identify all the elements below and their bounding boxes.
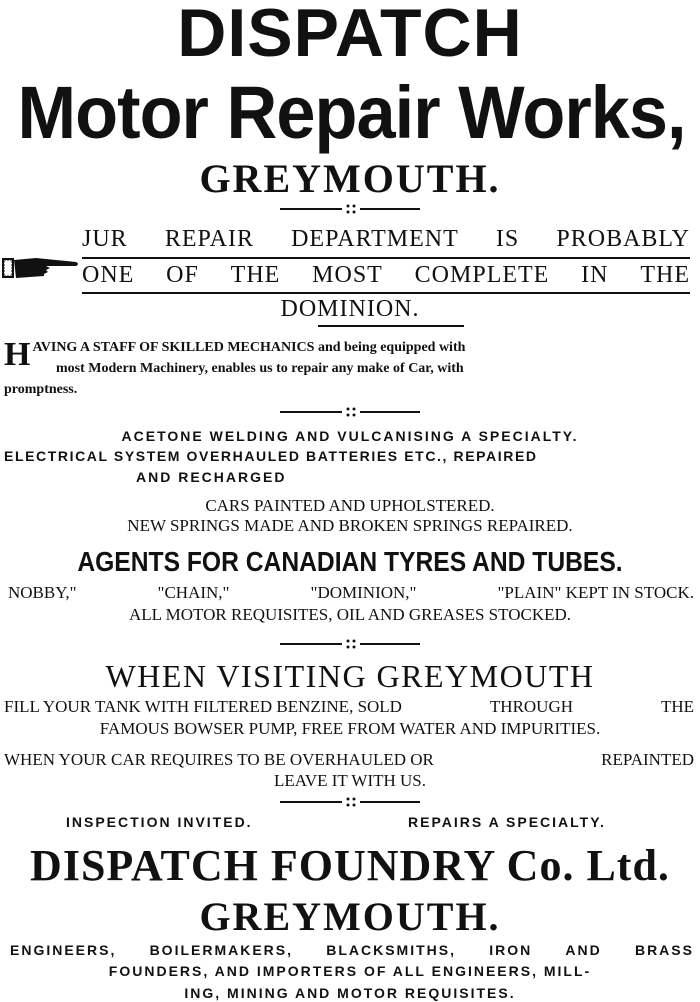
- colon-rule-ornament-icon: [280, 405, 420, 419]
- repair-line-3: DOMINION.: [280, 296, 420, 322]
- inspection-invited: INSPECTION INVITED.: [66, 814, 253, 830]
- repair-underline: [82, 292, 690, 294]
- service-springs: NEW SPRINGS MADE AND BROKEN SPRINGS REPAIRED.: [127, 516, 573, 535]
- repair-word: THE: [230, 262, 281, 288]
- engineers-word: BOILERMAKERS,: [149, 942, 294, 958]
- visiting-heading: WHEN VISITING GREYMOUTH: [105, 658, 595, 694]
- repair-word: IS: [495, 226, 520, 252]
- repair-word: REPAIR: [164, 226, 254, 252]
- location-heading: GREYMOUTH.: [199, 156, 501, 201]
- agents-heading: AGENTS FOR CANADIAN TYRES AND TUBES.: [77, 546, 623, 577]
- visiting-car: [4, 750, 694, 770]
- visiting-famous: FAMOUS BOWSER PUMP, FREE FROM WATER AND IMPURITIES.: [99, 719, 601, 738]
- repair-underline: [318, 325, 464, 327]
- founders-line: FOUNDERS, AND IMPORTERS OF ALL ENGINEERS, MILL-: [108, 963, 592, 979]
- visiting-leave: LEAVE IT WITH US.: [273, 771, 427, 790]
- visiting-fill-part: THE: [660, 697, 694, 716]
- divider-rule: [0, 795, 700, 809]
- tyre-brands: [8, 583, 694, 603]
- service-recharged: AND RECHARGED: [136, 469, 287, 485]
- requisites-line: ING, MINING AND MOTOR REQUISITES.: [184, 985, 516, 1001]
- engineers-word: AND: [565, 942, 602, 958]
- staff-line: AVING A STAFF OF SKILLED MECHANICS and being equipped with: [32, 340, 466, 355]
- engineers-word: ENGINEERS,: [10, 942, 117, 958]
- visiting-fill: [4, 697, 694, 717]
- service-requisites: ALL MOTOR REQUISITES, OIL AND GREASES STOCKED.: [128, 605, 572, 624]
- colon-rule-ornament-icon: [280, 202, 420, 216]
- divider-rule: [0, 637, 700, 651]
- divider-rule: [0, 405, 700, 419]
- visiting-fill-part: THROUGH: [489, 697, 574, 716]
- engineers-word: BRASS: [634, 942, 694, 958]
- colon-rule-ornament-icon: [280, 637, 420, 651]
- business-subtitle: Motor Repair Works,: [17, 71, 686, 154]
- repair-word: PROBABLY: [556, 226, 690, 252]
- service-acetone: ACETONE WELDING AND VULCANISING A SPECIALTY.: [121, 428, 579, 444]
- service-electrical: ELECTRICAL SYSTEM OVERHAULED BATTERIES ETC., REPAIRED: [4, 448, 538, 464]
- repair-word: DEPARTMENT: [291, 226, 459, 252]
- colon-rule-ornament-icon: [280, 795, 420, 809]
- repair-word: IN: [581, 262, 609, 288]
- engineers-word: IRON: [489, 942, 533, 958]
- repair-word: OF: [166, 262, 199, 288]
- repair-word: ONE: [82, 262, 135, 288]
- tyre-brand: "DOMINION,": [310, 583, 417, 602]
- foundry-title: DISPATCH FOUNDRY Co. Ltd.: [30, 841, 670, 890]
- repair-word: COMPLETE: [414, 262, 550, 288]
- service-cars: CARS PAINTED AND UPHOLSTERED.: [205, 496, 495, 515]
- page-title: DISPATCH: [177, 0, 523, 71]
- tyre-brand: "PLAIN" KEPT IN STOCK.: [497, 583, 694, 602]
- visiting-car-part: REPAINTED: [601, 750, 694, 769]
- engineers-word: BLACKSMITHS,: [326, 942, 456, 958]
- foundry-location: GREYMOUTH.: [199, 894, 501, 939]
- repair-word: JUR: [82, 226, 128, 252]
- divider-rule: [0, 202, 700, 216]
- repair-word: THE: [640, 262, 690, 288]
- staff-paragraph: [4, 337, 694, 400]
- staff-line: promptness.: [4, 382, 78, 397]
- repair-line-1: [82, 226, 690, 253]
- visiting-car-part: WHEN YOUR CAR REQUIRES TO BE OVERHAULED OR: [4, 750, 434, 769]
- repair-line-2: [82, 262, 690, 289]
- tyre-brand: NOBBY,": [8, 583, 77, 602]
- engineers-line: [10, 942, 694, 958]
- repairs-specialty: REPAIRS A SPECIALTY.: [408, 814, 606, 830]
- tyre-brand: "CHAIN,": [157, 583, 230, 602]
- pointing-hand-icon: [2, 254, 80, 287]
- drop-cap: H: [4, 336, 31, 373]
- repair-underline: [82, 257, 690, 259]
- visiting-fill-part: FILL YOUR TANK WITH FILTERED BENZINE, SOLD: [4, 697, 402, 716]
- staff-line: most Modern Machinery, enables us to repair any make of Car, with: [56, 361, 464, 376]
- repair-word: MOST: [312, 262, 383, 288]
